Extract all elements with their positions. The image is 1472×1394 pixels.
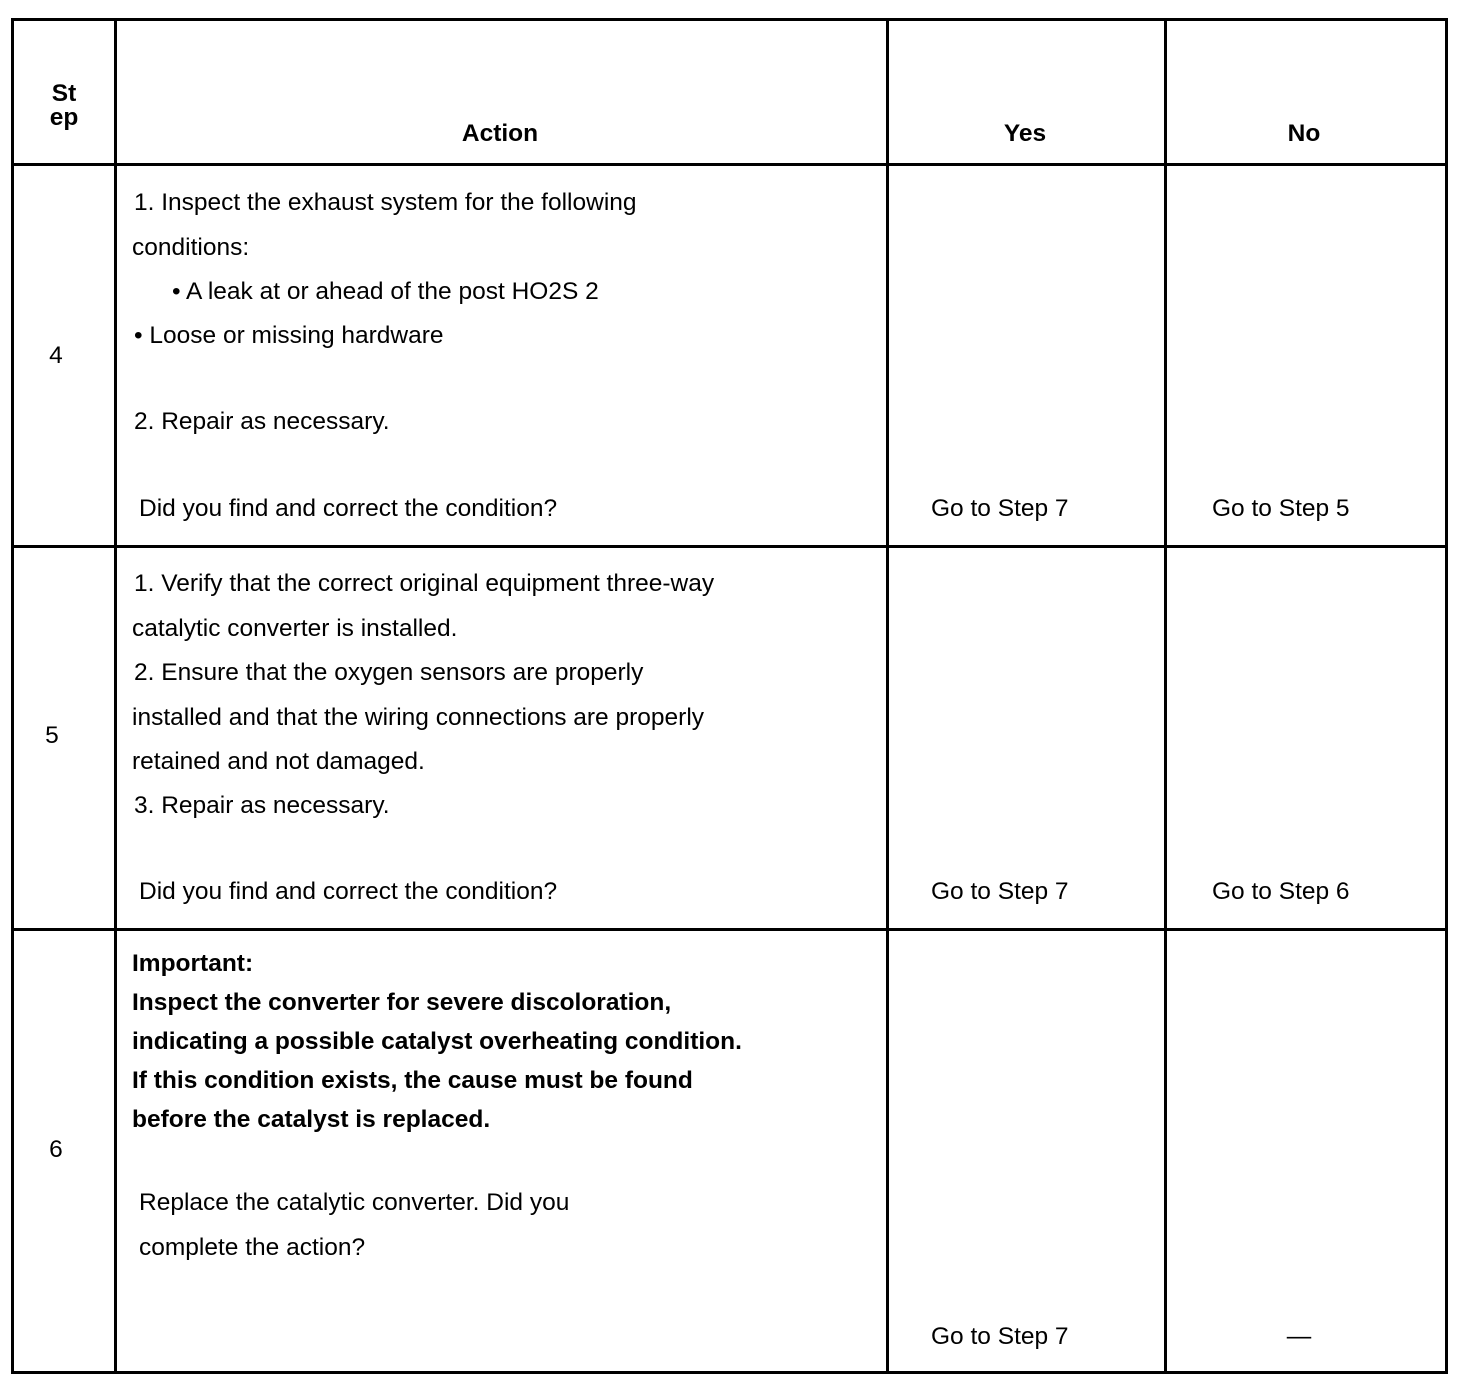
action-line: retained and not damaged. <box>132 748 425 775</box>
action-line: catalytic converter is installed. <box>132 615 458 642</box>
no-header: No <box>1287 120 1321 147</box>
action-line: 2. Repair as necessary. <box>134 408 390 435</box>
step-header-line-1: St <box>51 80 77 107</box>
column-divider <box>1164 21 1167 1371</box>
action-question: Did you find and correct the condition? <box>139 495 558 522</box>
no-outcome: Go to Step 6 <box>1212 878 1350 905</box>
row-divider <box>14 545 1445 548</box>
action-line: 2. Ensure that the oxygen sensors are properly <box>134 659 644 686</box>
column-divider <box>114 21 117 1371</box>
action-line: 3. Repair as necessary. <box>134 792 390 819</box>
no-outcome: Go to Step 5 <box>1212 495 1350 522</box>
yes-header: Yes <box>1003 120 1047 147</box>
yes-outcome: Go to Step 7 <box>931 495 1069 522</box>
action-line: conditions: <box>132 234 250 261</box>
row-divider <box>14 928 1445 931</box>
yes-outcome: Go to Step 7 <box>931 878 1069 905</box>
important-text: before the catalyst is replaced. <box>132 1106 491 1133</box>
step-header-line-2: ep <box>49 104 79 131</box>
step-number: 5 <box>45 722 59 749</box>
important-text: Inspect the converter for severe discoloration, <box>132 989 672 1016</box>
important-text: indicating a possible catalyst overheating condition. <box>132 1028 742 1055</box>
yes-outcome: Go to Step 7 <box>931 1323 1069 1350</box>
action-header: Action <box>461 120 539 147</box>
step-number: 6 <box>49 1136 63 1163</box>
action-bullet: • A leak at or ahead of the post HO2S 2 <box>172 278 599 305</box>
step-header <box>14 82 114 130</box>
action-line: 1. Verify that the correct original equipment three-way <box>134 570 715 597</box>
action-question: Replace the catalytic converter. Did you <box>139 1189 570 1216</box>
action-bullet: • Loose or missing hardware <box>134 322 444 349</box>
action-line: 1. Inspect the exhaust system for the following <box>134 189 637 216</box>
action-line: installed and that the wiring connections are properly <box>132 704 705 731</box>
no-outcome: — <box>1286 1323 1312 1350</box>
action-question: complete the action? <box>139 1234 366 1261</box>
important-text: If this condition exists, the cause must be found <box>132 1067 693 1094</box>
diagnostic-table <box>11 18 1448 1374</box>
step-number: 4 <box>49 342 63 369</box>
action-question: Did you find and correct the condition? <box>139 878 558 905</box>
row-divider <box>14 163 1445 166</box>
important-label: Important: <box>132 950 254 977</box>
column-divider <box>886 21 889 1371</box>
